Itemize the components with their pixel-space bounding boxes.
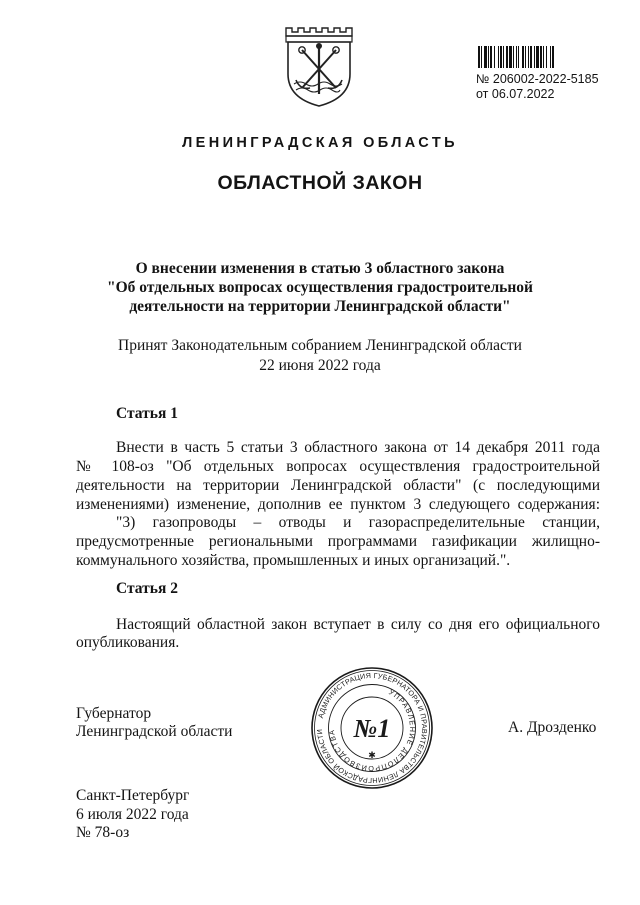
coat-of-arms-icon [280,22,358,110]
article-2-text-line: Настоящий областной закон вступает в силу со дня его официального [116,616,600,633]
article-1-text-line: предусмотренные региональными программами газификации жилищно- [76,533,600,550]
registration-date: от 06.07.2022 [476,87,555,101]
article-1-text-line: деятельности на территории Ленинградской области" (с последующими [76,477,600,494]
law-title-line: деятельности на территории Ленинградской области" [129,298,511,315]
adoption-note: Принят Законодательным собранием Ленинградской области [118,337,522,354]
adoption-date: 22 июня 2022 года [259,357,381,374]
stamp-inner-text: УПРАВЛЕНИЕ ДЕЛОПРОИЗВОДСТВА [326,687,418,774]
article-2-heading: Статья 2 [116,580,178,597]
stamp-outer-text: АДМИНИСТРАЦИЯ ГУБЕРНАТОРА И ПРАВИТЕЛЬСТВА ЛЕНИНГРАДСКОЙ ОБЛАСТИ [314,670,430,786]
article-1-text-line: изменениями) изменение, дополнив ее пунктом 3 следующего содержания: [76,496,600,513]
article-1-text-line: Внести в часть 5 статьи 3 областного закона от 14 декабря 2011 года [116,439,600,456]
official-stamp [310,666,434,790]
signer-title: Ленинградской области [76,723,233,740]
article-1-text-line: № 108-оз "Об отдельных вопросах осуществления градостроительной [76,458,600,475]
star-icon: ✱ [368,750,376,760]
article-1-heading: Статья 1 [116,405,178,422]
barcode-icon [478,46,600,68]
article-2-text-line: опубликования. [76,634,180,651]
article-1-text-line: коммунального хозяйства, промышленных и иных организаций.". [76,552,511,569]
law-title-line: О внесении изменения в статью 3 областного закона [135,260,505,277]
law-title-line: "Об отдельных вопросах осуществления градостроительной [107,279,533,296]
region-name: ЛЕНИНГРАДСКАЯ ОБЛАСТЬ [182,135,458,151]
stamp-number: №1 [353,714,391,743]
document-kind: ОБЛАСТНОЙ ЗАКОН [217,172,423,194]
registration-number: № 206002-2022-5185 [476,72,599,86]
signing-place: Санкт-Петербург [76,787,190,804]
article-1-text-line: "3) газопроводы – отводы и газораспределительные станции, [116,514,600,531]
signer-name: А. Дрозденко [508,719,597,736]
signing-date: 6 июля 2022 года [76,806,189,823]
signer-title: Губернатор [76,705,152,722]
law-number: № 78-оз [76,824,130,841]
